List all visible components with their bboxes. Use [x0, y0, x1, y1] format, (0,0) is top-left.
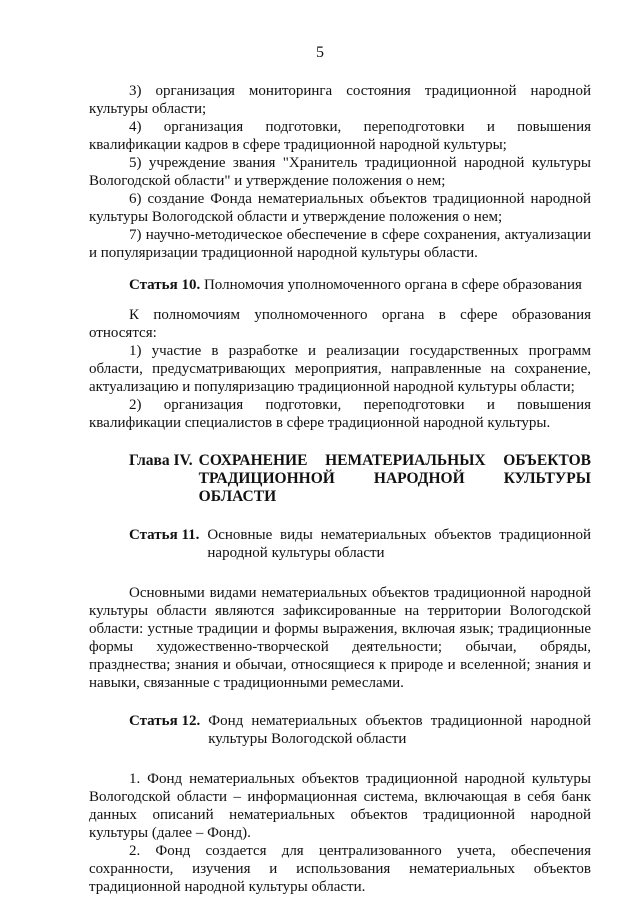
article-10-heading [89, 276, 591, 294]
article-10-label: Статья 10. [129, 277, 201, 293]
article-10-intro: К полномочиям уполномоченного органа в сфере образования относятся: [89, 307, 591, 341]
list-item: 2. Фонд создается для централизованного учета, обеспечения сохранности, изучения и использования нематериальных объектов традиционной народной культуры области. [89, 843, 591, 895]
article-11-title: Основные виды нематериальных объектов традиционной народной культуры области [207, 527, 591, 561]
page-number: 5 [316, 44, 324, 61]
chapter-4-label: Глава IV. [129, 452, 193, 469]
list-item: 6) создание Фонда нематериальных объектов традиционной народной культуры Вологодской области и утверждение положения о нем; [89, 191, 591, 225]
list-item: 4) организация подготовки, переподготовки и повышения квалификации кадров в сфере традиционной народной культуры; [89, 119, 591, 153]
chapter-4-heading [89, 452, 591, 506]
chapter-4-title: СОХРАНЕНИЕ НЕМАТЕРИАЛЬНЫХ ОБЪЕКТОВ ТРАДИЦИОННОЙ НАРОДНОЙ КУЛЬТУРЫ ОБЛАСТИ [198, 452, 591, 505]
article-12-heading [89, 712, 591, 748]
article-10-title: Полномочия уполномоченного органа в сфере образования [203, 277, 582, 293]
list-item: 2) организация подготовки, переподготовки и повышения квалификации специалистов в сфере традиционной народной культуры. [89, 397, 591, 431]
article-12-title: Фонд нематериальных объектов традиционной народной культуры Вологодской области [208, 713, 591, 747]
article-11-heading [89, 526, 591, 562]
article-11-text: Основными видами нематериальных объектов традиционной народной культуры области являются зафиксированные на территории Вологодской области: устные традиции и формы выражения, включая язык; традиционные формы художественно-творческой деятельности; обычаи, обряды, празднества; знания и обычаи, относящиеся к природе и вселенной; знания и навыки, связанные с традиционными ремеслами. [89, 585, 591, 691]
list-item: 3) организация мониторинга состояния традиционной народной культуры области; [89, 83, 591, 117]
article-12-label: Статья 12. [129, 713, 201, 729]
document-body [89, 82, 591, 896]
article-11-label: Статья 11. [129, 527, 200, 543]
list-item: 5) учреждение звания "Хранитель традиционной народной культуры Вологодской области" и утверждение положения о нем; [89, 155, 591, 189]
list-item: 1) участие в разработке и реализации государственных программ области, предусматривающих мероприятия, направленные на сохранение, актуализацию и популяризацию традиционной народной культуры области; [89, 343, 591, 395]
list-item: 1. Фонд нематериальных объектов традиционной народной культуры Вологодской области – информационная система, включающая в себя банк данных описаний нематериальных объектов традиционной народной культуры (далее – Фонд). [89, 771, 591, 841]
list-item: 7) научно-методическое обеспечение в сфере сохранения, актуализации и популяризации традиционной народной культуры области. [89, 227, 591, 261]
